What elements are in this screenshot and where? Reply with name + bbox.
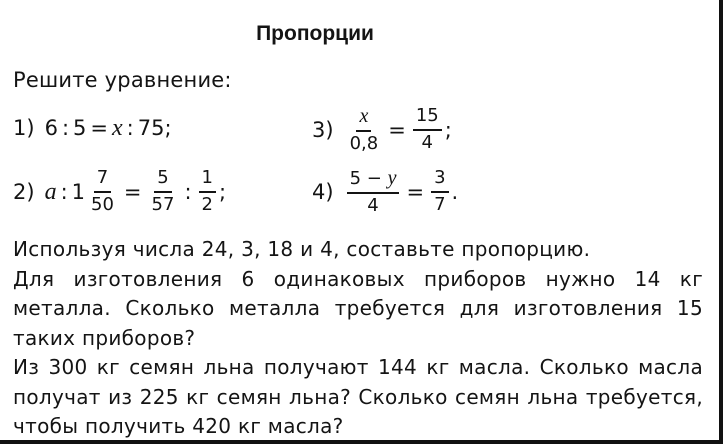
task-compose-proportion: Используя числа 24, 3, 18 и 4, составьте пропорцию. (13, 237, 591, 261)
equation-2 (13, 164, 226, 220)
equation-3-fraction-2 (413, 106, 442, 153)
fraction-numerator: 7 (94, 168, 111, 193)
fraction-numerator (347, 167, 400, 194)
fraction-denominator: 4 (421, 132, 433, 153)
equation-3-end: ; (444, 118, 452, 142)
equation-2-fraction-3 (199, 168, 216, 215)
equation-2-label: 2) (13, 180, 35, 204)
equation-4-fraction-2 (431, 168, 448, 215)
task-flax-oil-problem: Из 300 кг семян льна получают 144 кг масла. Сколько масла получат из 225 кг семян льна? Сколько семян льна требуется, чтобы получить 420 кг масла? (13, 355, 703, 438)
equation-1-colon-2: : (126, 116, 134, 140)
fraction-denominator: 4 (367, 195, 379, 217)
fraction-numerator: 3 (431, 168, 448, 193)
fraction-denominator: 50 (91, 194, 114, 215)
task-list (13, 235, 703, 442)
equation-3-fraction-1 (347, 105, 382, 155)
equation-2-whole-part: 1 (71, 180, 86, 204)
equation-1-term-c: 75 (137, 116, 165, 140)
equation-3-equals: = (388, 118, 406, 142)
fraction-numerator: 1 (199, 168, 216, 193)
fraction-denominator: 7 (434, 194, 446, 215)
fraction-denominator: 0,8 (349, 133, 379, 155)
equation-1-equals: = (90, 116, 108, 140)
equation-2-variable-a: a (44, 178, 57, 205)
equation-2-colon-2: : (184, 180, 192, 204)
equation-4 (312, 164, 458, 220)
page-title: Пропорции (256, 22, 374, 45)
equation-4-label: 4) (312, 180, 334, 204)
equation-2-fraction-2 (149, 168, 178, 215)
equation-1-colon-1: : (61, 116, 70, 140)
fraction-numerator: x (356, 105, 371, 132)
equation-1-variable-x: x (112, 114, 123, 141)
equation-4-equals: = (406, 180, 425, 204)
equation-3-label: 3) (312, 118, 334, 142)
fraction-numerator: 15 (413, 106, 442, 131)
equation-1 (13, 112, 172, 144)
equation-2-equals: = (123, 180, 142, 204)
equation-2-colon-1: : (60, 180, 68, 204)
equation-1-term-a: 6 (44, 116, 58, 140)
numerator-variable-y: y (387, 167, 397, 190)
numerator-constant: 5 − (349, 168, 382, 190)
equation-1-label: 1) (13, 116, 35, 140)
task-metal-problem: Для изготовления 6 одинаковых приборов нужно 14 кг металла. Сколько металла требуется для изготовления 15 таких приборов? (13, 266, 703, 350)
equation-3 (312, 102, 452, 158)
equation-4-end: . (451, 180, 459, 204)
equation-1-end: ; (164, 116, 172, 140)
instruction-text: Решите уравнение: (13, 68, 232, 92)
equation-4-fraction-1 (347, 167, 400, 217)
fraction-denominator: 57 (151, 194, 175, 215)
fraction-numerator: 5 (154, 168, 171, 193)
equation-2-end: ; (218, 180, 227, 204)
equation-1-term-b: 5 (73, 116, 87, 140)
equation-2-fraction-1 (88, 168, 117, 215)
fraction-denominator: 2 (201, 194, 213, 215)
